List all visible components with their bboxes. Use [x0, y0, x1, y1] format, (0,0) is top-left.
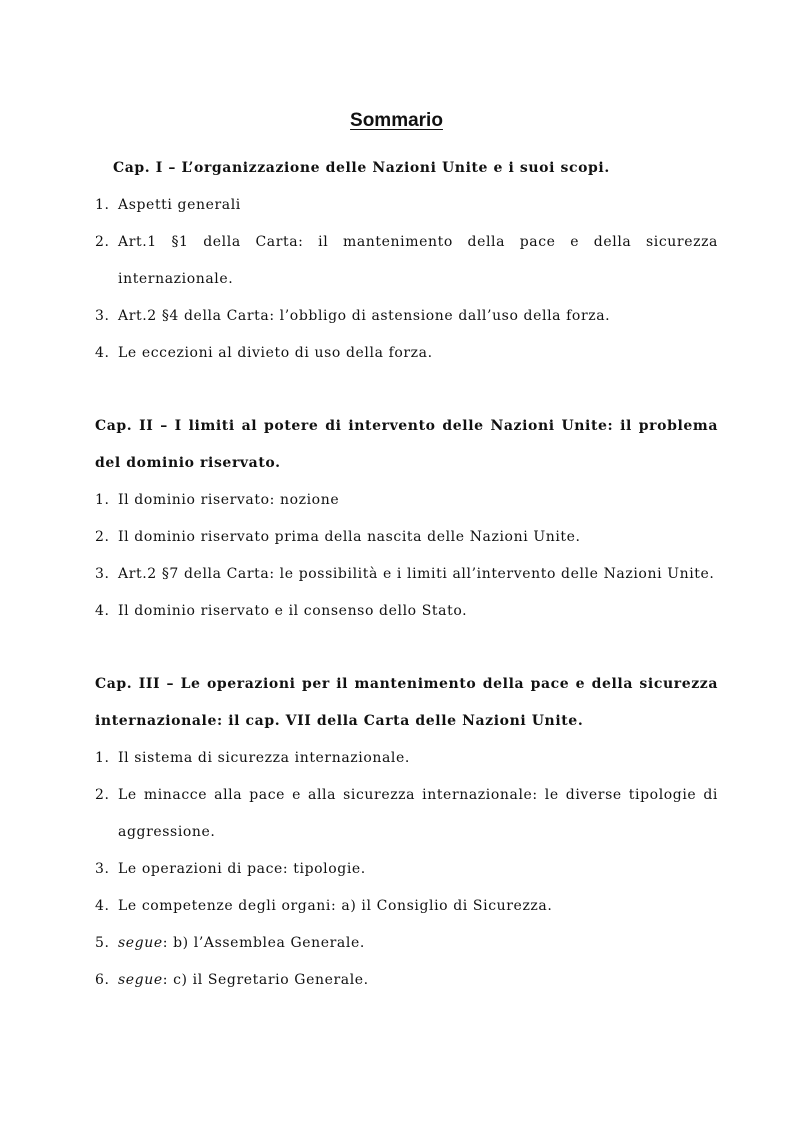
list-item	[95, 740, 718, 777]
item-number: 2.	[95, 529, 110, 545]
item-italic-prefix: segue	[118, 935, 163, 951]
list-item	[95, 298, 718, 335]
chapter-3	[95, 666, 718, 999]
chapter-2	[95, 408, 718, 630]
item-text: Le operazioni di pace: tipologie.	[118, 861, 366, 877]
item-number: 5.	[95, 935, 110, 951]
item-number: 1.	[95, 197, 110, 213]
item-text: Le eccezioni al divieto di uso della forza.	[118, 345, 433, 361]
list-item	[95, 187, 718, 224]
list-item	[95, 925, 718, 962]
item-number: 2.	[95, 787, 110, 803]
item-number: 4.	[95, 345, 110, 361]
item-text	[118, 925, 718, 962]
list-item	[95, 556, 718, 593]
item-text: Il sistema di sicurezza internazionale.	[118, 750, 410, 766]
table-of-contents	[95, 150, 718, 999]
page-title: Sommario	[350, 110, 443, 131]
chapter-1	[95, 150, 718, 372]
list-item	[95, 593, 718, 630]
list-item	[95, 224, 718, 298]
list-item	[95, 335, 718, 372]
chapter-items	[95, 482, 718, 630]
item-text-rest: : b) l’Assemblea Generale.	[162, 935, 365, 951]
list-item	[95, 777, 718, 851]
item-number: 4.	[95, 898, 110, 914]
item-text: Il dominio riservato prima della nascita delle Nazioni Unite.	[118, 529, 581, 545]
chapter-heading: Cap. II – I limiti al potere di intervento delle Nazioni Unite: il problema del dominio riservato.	[95, 418, 718, 471]
item-number: 3.	[95, 861, 110, 877]
item-number: 3.	[95, 308, 110, 324]
item-text-rest: : c) il Segretario Generale.	[162, 972, 369, 988]
item-text	[118, 962, 718, 999]
section-spacer	[95, 372, 718, 408]
item-text: Art.2 §4 della Carta: l’obbligo di astensione dall’uso della forza.	[118, 308, 611, 324]
item-number: 2.	[95, 234, 110, 250]
item-italic-prefix: segue	[118, 972, 163, 988]
item-text: Le competenze degli organi: a) il Consiglio di Sicurezza.	[118, 898, 553, 914]
list-item	[95, 851, 718, 888]
list-item	[95, 962, 718, 999]
item-number: 1.	[95, 750, 110, 766]
item-number: 3.	[95, 566, 110, 582]
item-text: Il dominio riservato: nozione	[118, 492, 340, 508]
list-item	[95, 888, 718, 925]
item-text: Le minacce alla pace e alla sicurezza internazionale: le diverse tipologie di aggressione.	[118, 787, 718, 840]
list-item	[95, 519, 718, 556]
item-number: 4.	[95, 603, 110, 619]
item-text: Art.1 §1 della Carta: il mantenimento della pace e della sicurezza internazionale.	[118, 234, 718, 287]
chapter-heading: Cap. III – Le operazioni per il mantenimento della pace e della sicurezza internazionale: il cap. VII della Carta delle Nazioni Unite.	[95, 676, 718, 729]
section-spacer	[95, 630, 718, 666]
list-item	[95, 482, 718, 519]
chapter-heading: Cap. I – L’organizzazione delle Nazioni Unite e i suoi scopi.	[113, 160, 610, 176]
item-text: Art.2 §7 della Carta: le possibilità e i limiti all’intervento delle Nazioni Unite.	[118, 566, 715, 582]
item-text: Aspetti generali	[118, 197, 241, 213]
chapter-items	[95, 740, 718, 999]
chapter-items	[95, 187, 718, 372]
item-number: 1.	[95, 492, 110, 508]
item-text: Il dominio riservato e il consenso dello Stato.	[118, 603, 468, 619]
item-number: 6.	[95, 972, 110, 988]
